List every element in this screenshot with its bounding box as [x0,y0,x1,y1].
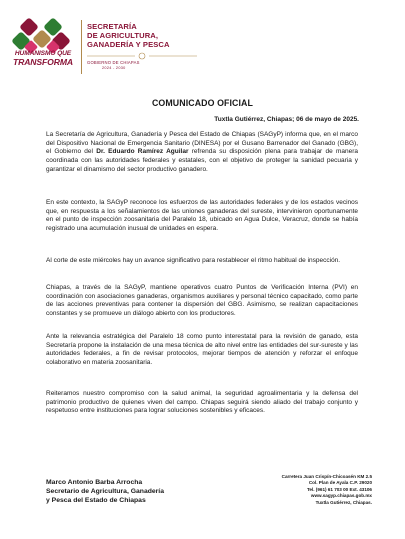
paragraph-1-governor: Dr. Eduardo Ramírez Aguilar [96,148,189,156]
paragraph-1 [46,131,358,175]
paragraph-4: Chiapas, a través de la SAGyP, mantiene operativos cuatro Puntos de Verificación Interna (PVI) en coordinación con asociaciones ganaderas, organismos auxiliares y personal técnico capacitado, como parte de las acciones preventivas para contener la dispersión del GBG. Asimismo, se realizan capacitaciones constantes y se promueve un diálogo abierto con los productores. [46,284,358,318]
signer-title-line1: Secretario de Agricultura, Ganadería [46,488,164,495]
humanismo-logo-icon [8,14,76,80]
signer-name: Marco Antonio Barba Arrocha [46,479,143,486]
document-heading: COMUNICADO OFICIAL [151,98,253,108]
header-divider [81,20,82,74]
paragraph-3: Al corte de este miércoles hay un avance significativo para restablecer el ritmo habitual de inspección. [46,257,341,264]
logo-caption [6,50,80,66]
signature-block [46,478,226,505]
secretaria-title [87,22,267,49]
address-line3: Tel. (961) 61 703 00 Ext. 43106 [306,486,372,492]
years-label: 2024 - 2030 [102,66,126,70]
gobierno-label: GOBIERNO DE CHIAPAS [87,60,140,65]
logo-caption-line2: TRANSFORMA [12,56,74,67]
secretaria-line3: GANADERÍA Y PESCA [87,40,170,49]
paragraph-1-part-b: refrenda su disposición plena para trabajar de manera coordinada con las autoridades federales y estatales, con el objetivo de proteger la sanidad pecuaria y garantizar el dinamismo del sector productivo ganadero. [46,148,359,173]
address-website-link[interactable]: www.sagyp.chiapas.gob.mx [310,493,372,499]
secretaria-line2: DE AGRICULTURA, [87,31,159,40]
address-line5: Tuxtla Gutiérrez, Chiapas. [315,499,372,505]
logo-caption-line1: HUMANISMO QUE [14,50,72,57]
paragraph-5: Ante la relevancia estratégica del Paralelo 18 como punto interestatal para la revisión de ganado, esta Secretaría propone la instalación de una mesa técnica de alto nivel entre las entidades del sur-sureste y las autoridades federales, a fin de revisar protocolos, mejorar tiempos de atención y reforzar el enfoque colaborativo en materia zoosanitaria. [46,333,358,367]
paragraph-2: En este contexto, la SAGyP reconoce los esfuerzos de las autoridades federales y de los estados vecinos que, en respuesta a los señalamientos de las uniones ganaderas del sureste, intervinieron oportunamente en el punto de inspección zoosanitaria del Paralelo 18, ubicado en Agua Dulce, Veracruz, donde se había registrado una acumulación inusual de unidades en espera. [46,199,358,233]
address-line1: Carretera Juan Crispín-Chicoasén KM 2.5 [281,474,372,479]
paragraph-1-part-a: La Secretaría de Agricultura, Ganadería y Pesca del Estado de Chiapas (SAGyP) informa que, en el marco del Dispositivo Nacional de Emergencia Sanitario (DINESA) por el Gusano Barrenador del Ganado (GBG), el Gobierno del [46,131,358,156]
address-block [242,474,372,506]
secretaria-line1: SECRETARÍA [87,22,137,31]
paragraph-6: Reiteramos nuestro compromiso con la salud animal, la seguridad agroalimentaria y la defensa del patrimonio productivo de quienes viven del campo. Chiapas seguirá siendo aliado del trabajo conjunto y respetuoso entre instituciones para lograr soluciones sostenibles y eficaces. [46,390,358,415]
signer-title-line2: y Pesca del Estado de Chiapas [46,497,146,504]
dateline: Tuxtla Gutiérrez, Chiapas; 06 de mayo de 2025. [214,116,359,123]
address-line2: Col. Plan de Ayala C.P. 29020 [308,480,372,486]
